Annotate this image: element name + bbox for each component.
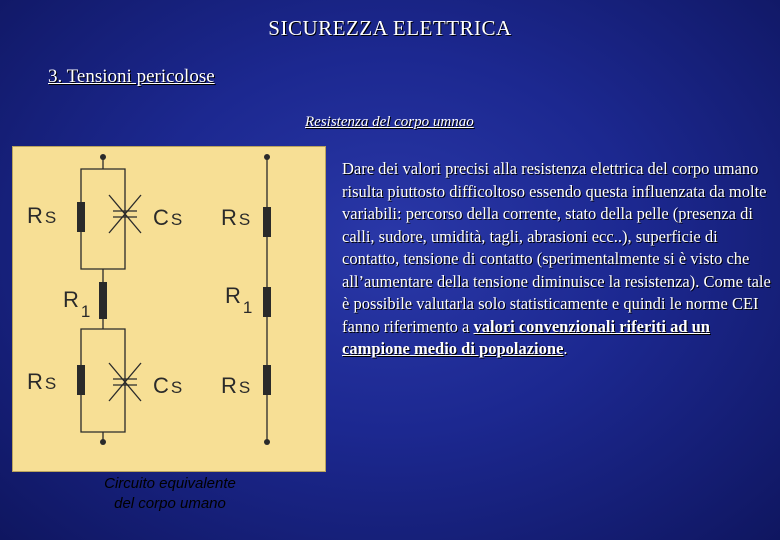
resistor-r1-left: [99, 282, 107, 319]
equivalent-circuit-diagram: [13, 147, 325, 471]
resistor-rs-left-lower: [77, 365, 85, 395]
label-rs-left-upper: R S: [27, 203, 57, 228]
label-rs-right-upper: R S: [221, 205, 251, 230]
topic-heading: Resistenza del corpo umnao: [305, 114, 474, 130]
terminal-dot: [100, 154, 106, 160]
page-title: SICUREZZA ELETTRICA: [268, 16, 512, 40]
caption-line-1: Circuito equivalente: [104, 475, 236, 492]
terminal-dot: [100, 439, 106, 445]
circuit-diagram-panel: [12, 146, 326, 472]
label-r1-right: R $_1$: [225, 283, 253, 317]
resistor-rs-left-upper: [77, 202, 85, 232]
label-rs-right-lower: R S: [221, 373, 251, 398]
label-cs-lower: C S: [153, 373, 183, 398]
terminal-dot: [264, 439, 270, 445]
circuit-caption: [70, 474, 270, 514]
label-rs-left-lower: R S: [27, 369, 57, 394]
lower-left-branch-right-wire: [103, 329, 125, 432]
resistor-rs-right-lower: [263, 365, 271, 395]
body-text-main: Dare dei valori precisi alla resistenza elettrica del corpo umano risulta piuttosto difficoltoso essendo questa influenzata da molte variabili: percorso della corrente, stato della pelle (presenza di calli, sudore, umidità, tagli, abrasioni ecc..), superficie di contatto, tensione di contatto (sperimentalmente si è visto che all’aumentare della tensione diminuisce la resistenza). Come tale è possibile valutarla solo statisticamente e quindi le norme CEI fanno riferimento a: [342, 159, 771, 336]
section-subtitle: 3. Tensioni pericolose: [48, 66, 215, 87]
body-paragraph: [342, 158, 772, 361]
label-cs-upper: C S: [153, 205, 183, 230]
terminal-dot: [264, 154, 270, 160]
caption-line-2: del corpo umano: [114, 495, 226, 512]
body-text-emphasis: valori convenzionali riferiti ad un campione medio di popolazione: [342, 316, 710, 358]
resistor-rs-right-upper: [263, 207, 271, 237]
body-text-end: .: [563, 339, 568, 358]
label-r1-left: R $_1$: [63, 287, 91, 321]
resistor-r1-right: [263, 287, 271, 317]
upper-left-branch-right-wire: [103, 169, 125, 269]
